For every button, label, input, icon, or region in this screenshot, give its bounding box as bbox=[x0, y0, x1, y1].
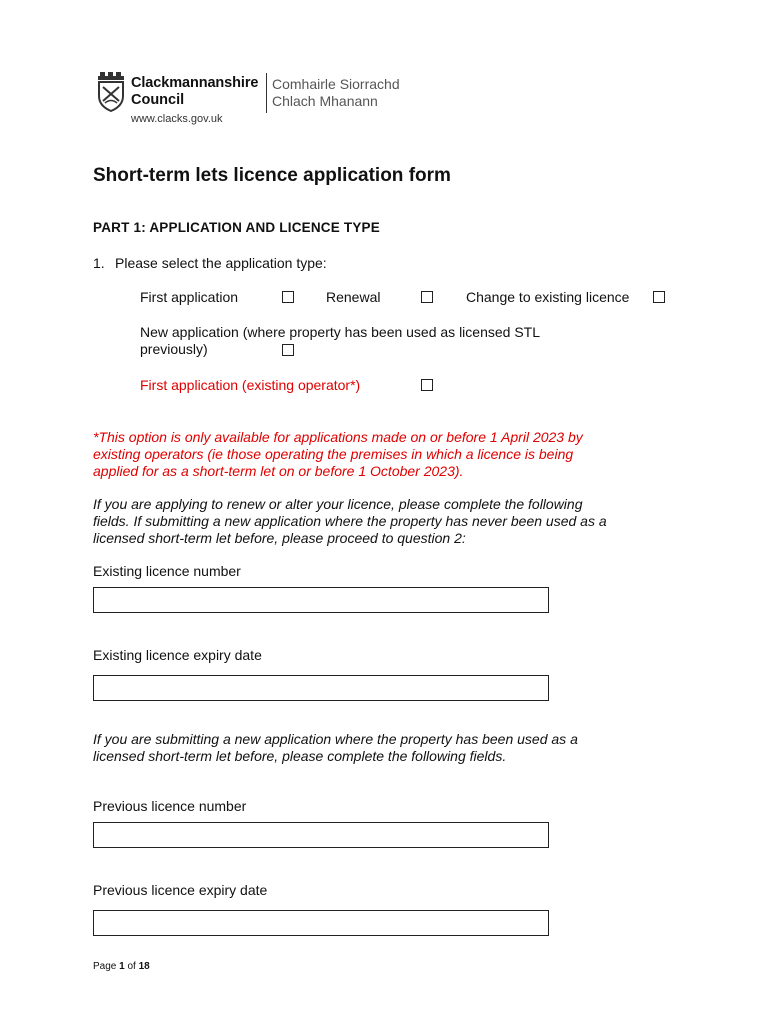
crest-icon bbox=[96, 72, 126, 112]
logo-divider bbox=[266, 73, 267, 113]
page-title: Short-term lets licence application form bbox=[93, 165, 451, 186]
existing-licence-number-label: Existing licence number bbox=[93, 563, 241, 579]
renew-note-line-2: fields. If submitting a new application where the property has never been used as a bbox=[93, 513, 607, 529]
page-current: 1 bbox=[119, 961, 125, 972]
question-1 bbox=[93, 255, 327, 271]
website-url: www.clacks.gov.uk bbox=[131, 113, 223, 125]
first-application-checkbox[interactable] bbox=[282, 291, 294, 303]
previous-licence-expiry-input[interactable] bbox=[93, 910, 549, 936]
previous-note-line-2: licensed short-term let before, please complete the following fields. bbox=[93, 748, 507, 764]
gaelic-name-line1: Comhairle Siorrachd bbox=[272, 76, 400, 92]
footnote-line-2: existing operators (ie those operating the premises in which a licence is being bbox=[93, 446, 574, 462]
option-first-application-label: First application bbox=[140, 289, 239, 305]
existing-operator-footnote bbox=[93, 429, 683, 480]
renewal-checkbox[interactable] bbox=[421, 291, 433, 303]
change-existing-checkbox[interactable] bbox=[653, 291, 665, 303]
option-first-existing-operator-label: First application (existing operator*) bbox=[140, 377, 361, 393]
part-heading: PART 1: APPLICATION AND LICENCE TYPE bbox=[93, 220, 380, 235]
footnote-line-1: *This option is only available for applications made on or before 1 April 2023 by bbox=[93, 429, 583, 445]
question-text: Please select the application type: bbox=[115, 255, 327, 271]
existing-licence-number-input[interactable] bbox=[93, 587, 549, 613]
new-application-checkbox[interactable] bbox=[282, 344, 294, 356]
previous-licence-number-label: Previous licence number bbox=[93, 798, 247, 814]
page-word: Page bbox=[93, 961, 117, 972]
council-name-line2: Council bbox=[131, 92, 185, 108]
council-name-line1: Clackmannanshire bbox=[131, 75, 259, 91]
previous-licence-instructions bbox=[93, 731, 683, 765]
council-logo bbox=[96, 70, 416, 130]
option-renewal-label: Renewal bbox=[326, 289, 381, 305]
page-total: 18 bbox=[138, 961, 150, 972]
previous-note-line-1: If you are submitting a new application where the property has been used as a bbox=[93, 731, 578, 747]
existing-licence-expiry-input[interactable] bbox=[93, 675, 549, 701]
footnote-line-3: applied for as a short-term let on or before 1 October 2023). bbox=[93, 463, 464, 479]
renew-instructions bbox=[93, 496, 683, 547]
page-number bbox=[93, 961, 150, 972]
renew-note-line-3: licensed short-term let before, please proceed to question 2: bbox=[93, 530, 466, 546]
of-word: of bbox=[127, 961, 136, 972]
previous-licence-expiry-label: Previous licence expiry date bbox=[93, 882, 268, 898]
option-change-existing-label: Change to existing licence bbox=[466, 289, 630, 305]
gaelic-name-line2: Chlach Mhanann bbox=[272, 93, 378, 109]
question-number: 1. bbox=[93, 255, 105, 271]
previous-licence-number-input[interactable] bbox=[93, 822, 549, 848]
option-new-application-label: New application (where property has been used as licensed STL bbox=[140, 324, 541, 340]
option-new-application-label-line2: previously) bbox=[140, 341, 208, 357]
existing-licence-expiry-label: Existing licence expiry date bbox=[93, 647, 262, 663]
renew-note-line-1: If you are applying to renew or alter your licence, please complete the following bbox=[93, 496, 583, 512]
first-existing-operator-checkbox[interactable] bbox=[421, 379, 433, 391]
